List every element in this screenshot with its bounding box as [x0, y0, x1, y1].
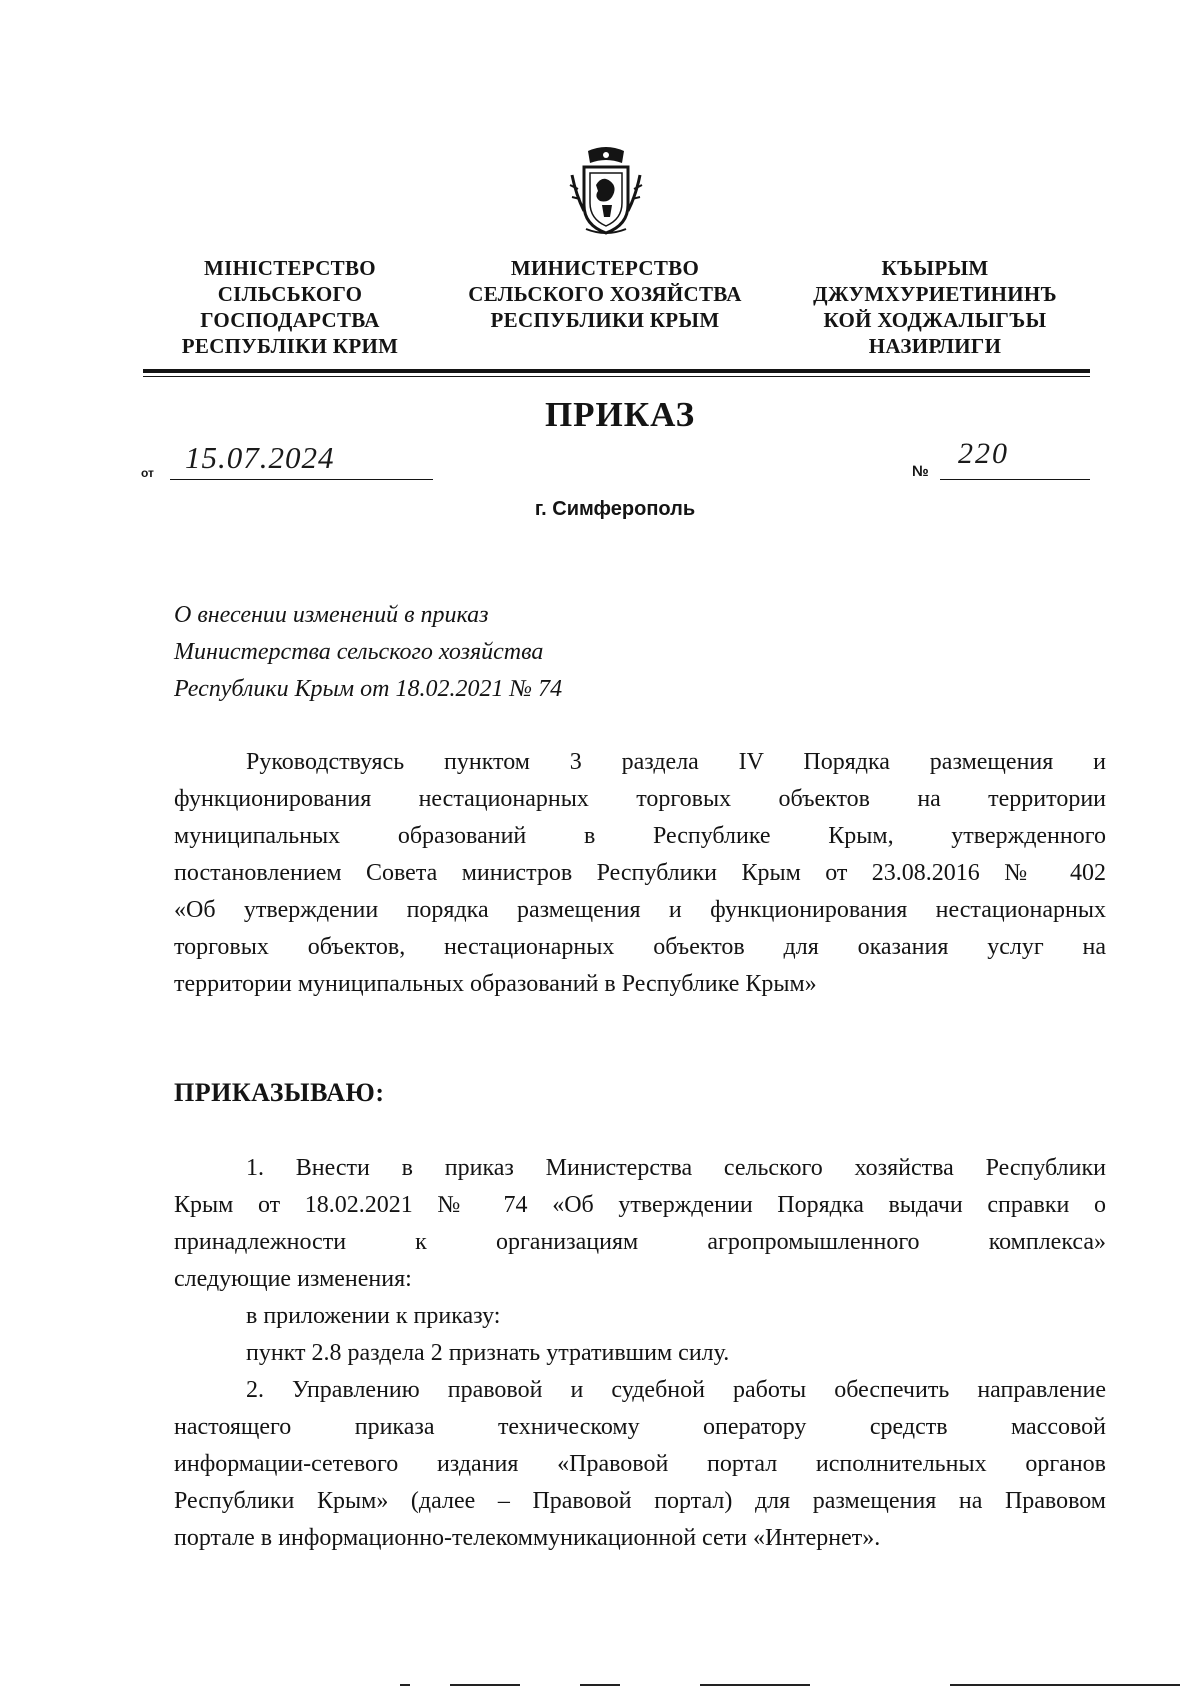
number-prefix-label: № [912, 463, 929, 480]
ministry-name-ukrainian: МІНІСТЕРСТВО СІЛЬСЬКОГО ГОСПОДАРСТВА РЕСПУБЛІКИ КРИМ [181, 256, 399, 358]
footer-artifact-dash [700, 1684, 810, 1686]
order-item-2: 2. Управлению правовой и судебной работы обеспечить направление настоящего приказа техническому оператору средств массовой информации-сетевого издания «Правовой портал исполнительных органов Республики Крым» (далее – Правовой портал) для размещения на Правовом портале в информационно-телекоммуникационной сети «Интернет». [174, 1377, 1106, 1551]
header-divider-thin [143, 376, 1090, 377]
date-underline [170, 479, 433, 480]
order-heading: ПРИКАЗЫВАЮ: [174, 1078, 385, 1107]
footer-artifact-dash [400, 1684, 410, 1686]
coat-of-arms-emblem [566, 145, 646, 235]
ministry-name-russian: МИНИСТЕРСТВО СЕЛЬСКОГО ХОЗЯЙСТВА РЕСПУБЛИКИ КРЫМ [468, 256, 742, 332]
footer-artifact-dash [580, 1684, 620, 1686]
number-underline [940, 479, 1090, 480]
handwritten-number: 220 [958, 437, 1009, 470]
order-item-1-sub-1: в приложении к приказу: [246, 1303, 501, 1329]
city-label: г. Симферополь [534, 498, 696, 520]
order-item-1-sub-2: пункт 2.8 раздела 2 признать утратившим силу. [246, 1340, 730, 1366]
header-divider-thick [143, 369, 1090, 373]
footer-artifact-dash [450, 1684, 520, 1686]
handwritten-date: 15.07.2024 [185, 440, 335, 475]
footer-artifact-dash [950, 1684, 1180, 1686]
date-prefix-label: от [141, 466, 154, 480]
preamble-paragraph: Руководствуясь пунктом 3 раздела IV Порядка размещения и функционирования нестационарных торговых объектов на территории муниципальных образований в Республике Крым, утвержденного постановлением Совета министров Республики Крым от 23.08.2016 № 402 «Об утверждении порядка размещения и функционирования нестационарных торговых объектов, нестационарных объектов для оказания услуг на территории муниципальных образований в Республике Крым» [174, 749, 1106, 997]
order-item-1: 1. Внести в приказ Министерства сельского хозяйства Республики Крым от 18.02.2021 № 74 «Об утверждении Порядка выдачи справки о принадлежности к организациям агропромышленного комплекса» следующие изменения: [174, 1155, 1106, 1292]
document-type-title: ПРИКАЗ [544, 395, 696, 434]
ministry-name-crimean-tatar: КЪЫРЫМ ДЖУМХУРИЕТИНИНЪ КОЙ ХОДЖАЛЫГЪЫ НАЗИРЛИГИ [813, 256, 1057, 358]
order-subject: О внесении изменений в приказ Министерства сельского хозяйства Республики Крым от 18.02.2021 № 74 [174, 602, 563, 702]
